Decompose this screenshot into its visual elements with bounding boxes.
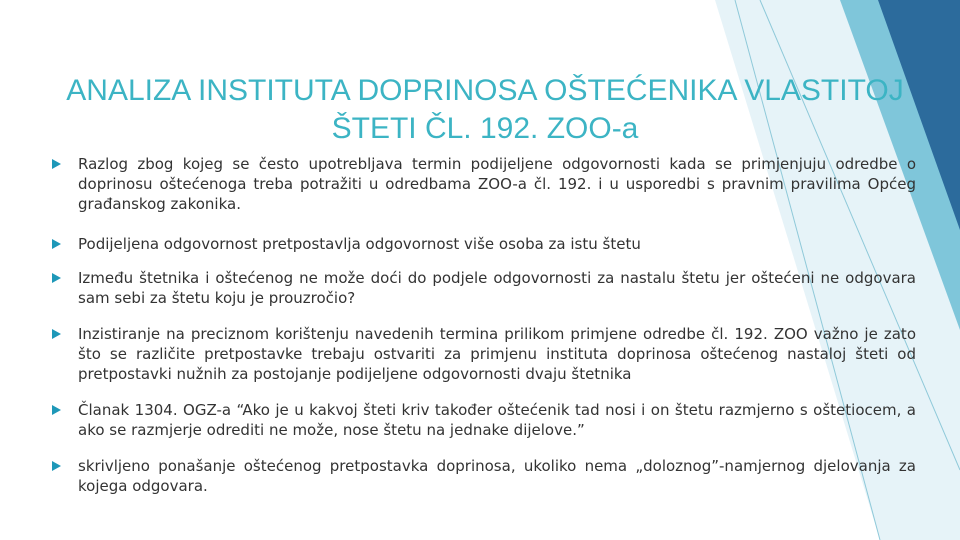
triangle-bullet-icon — [52, 329, 61, 339]
triangle-bullet-icon — [52, 405, 61, 415]
bullet-item — [50, 268, 916, 308]
slide-title-line-1: ANALIZA INSTITUTA DOPRINOSA OŠTEĆENIKA VLASTITOJ — [66, 74, 904, 108]
bullet-text: Inzistiranje na preciznom korištenju navedenih termina prilikom primjene odredbe čl. 192. ZOO važno je zato što se različite pretpostavke trebaju ostvariti za primjenu instituta doprinosa oštećenog nastaloj šteti od pretpostavki nužnih za postojanje podijeljene odgovornosti dvaju štetnika — [78, 325, 916, 383]
bullet-item — [50, 154, 916, 214]
slide-title — [60, 72, 910, 148]
triangle-bullet-icon — [52, 239, 61, 249]
triangle-bullet-icon — [52, 273, 61, 283]
bullet-item — [50, 400, 916, 440]
triangle-bullet-icon — [52, 159, 61, 169]
bullet-text: Podijeljena odgovornost pretpostavlja odgovornost više osoba za istu štetu — [78, 235, 641, 253]
bullet-item — [50, 456, 916, 496]
bullet-text: Između štetnika i oštećenog ne može doći do podjele odgovornosti za nastalu štetu jer oštećeni ne odgovara sam sebi za štetu koju je prouzročio? — [78, 269, 916, 307]
bullet-item — [50, 324, 916, 384]
slide-title-line-2: ŠTETI ČL. 192. ZOO-a — [331, 112, 639, 146]
bullet-text: Razlog zbog kojeg se često upotrebljava termin podijeljene odgovornosti kada se primjenjuju odredbe o doprinosu oštećenoga treba potražiti u odredbama ZOO-a čl. 192. i u usporedbi s pravnim pravilima Općeg građanskog zakonika. — [78, 155, 916, 213]
bullet-text: skrivljeno ponašanje oštećenog pretpostavka doprinosa, ukoliko nema „doloznog”-namjernog djelovanja za kojega odgovara. — [78, 457, 916, 495]
triangle-bullet-icon — [52, 461, 61, 471]
bullet-list — [50, 154, 916, 496]
bullet-item — [50, 234, 916, 254]
bullet-text: Članak 1304. OGZ-a “Ako je u kakvoj šteti kriv također oštećenik tad nosi i on štetu razmjerno s oštetiocem, a ako se razmjerje odrediti ne može, nose štetu na jednake dijelove.” — [78, 401, 916, 439]
